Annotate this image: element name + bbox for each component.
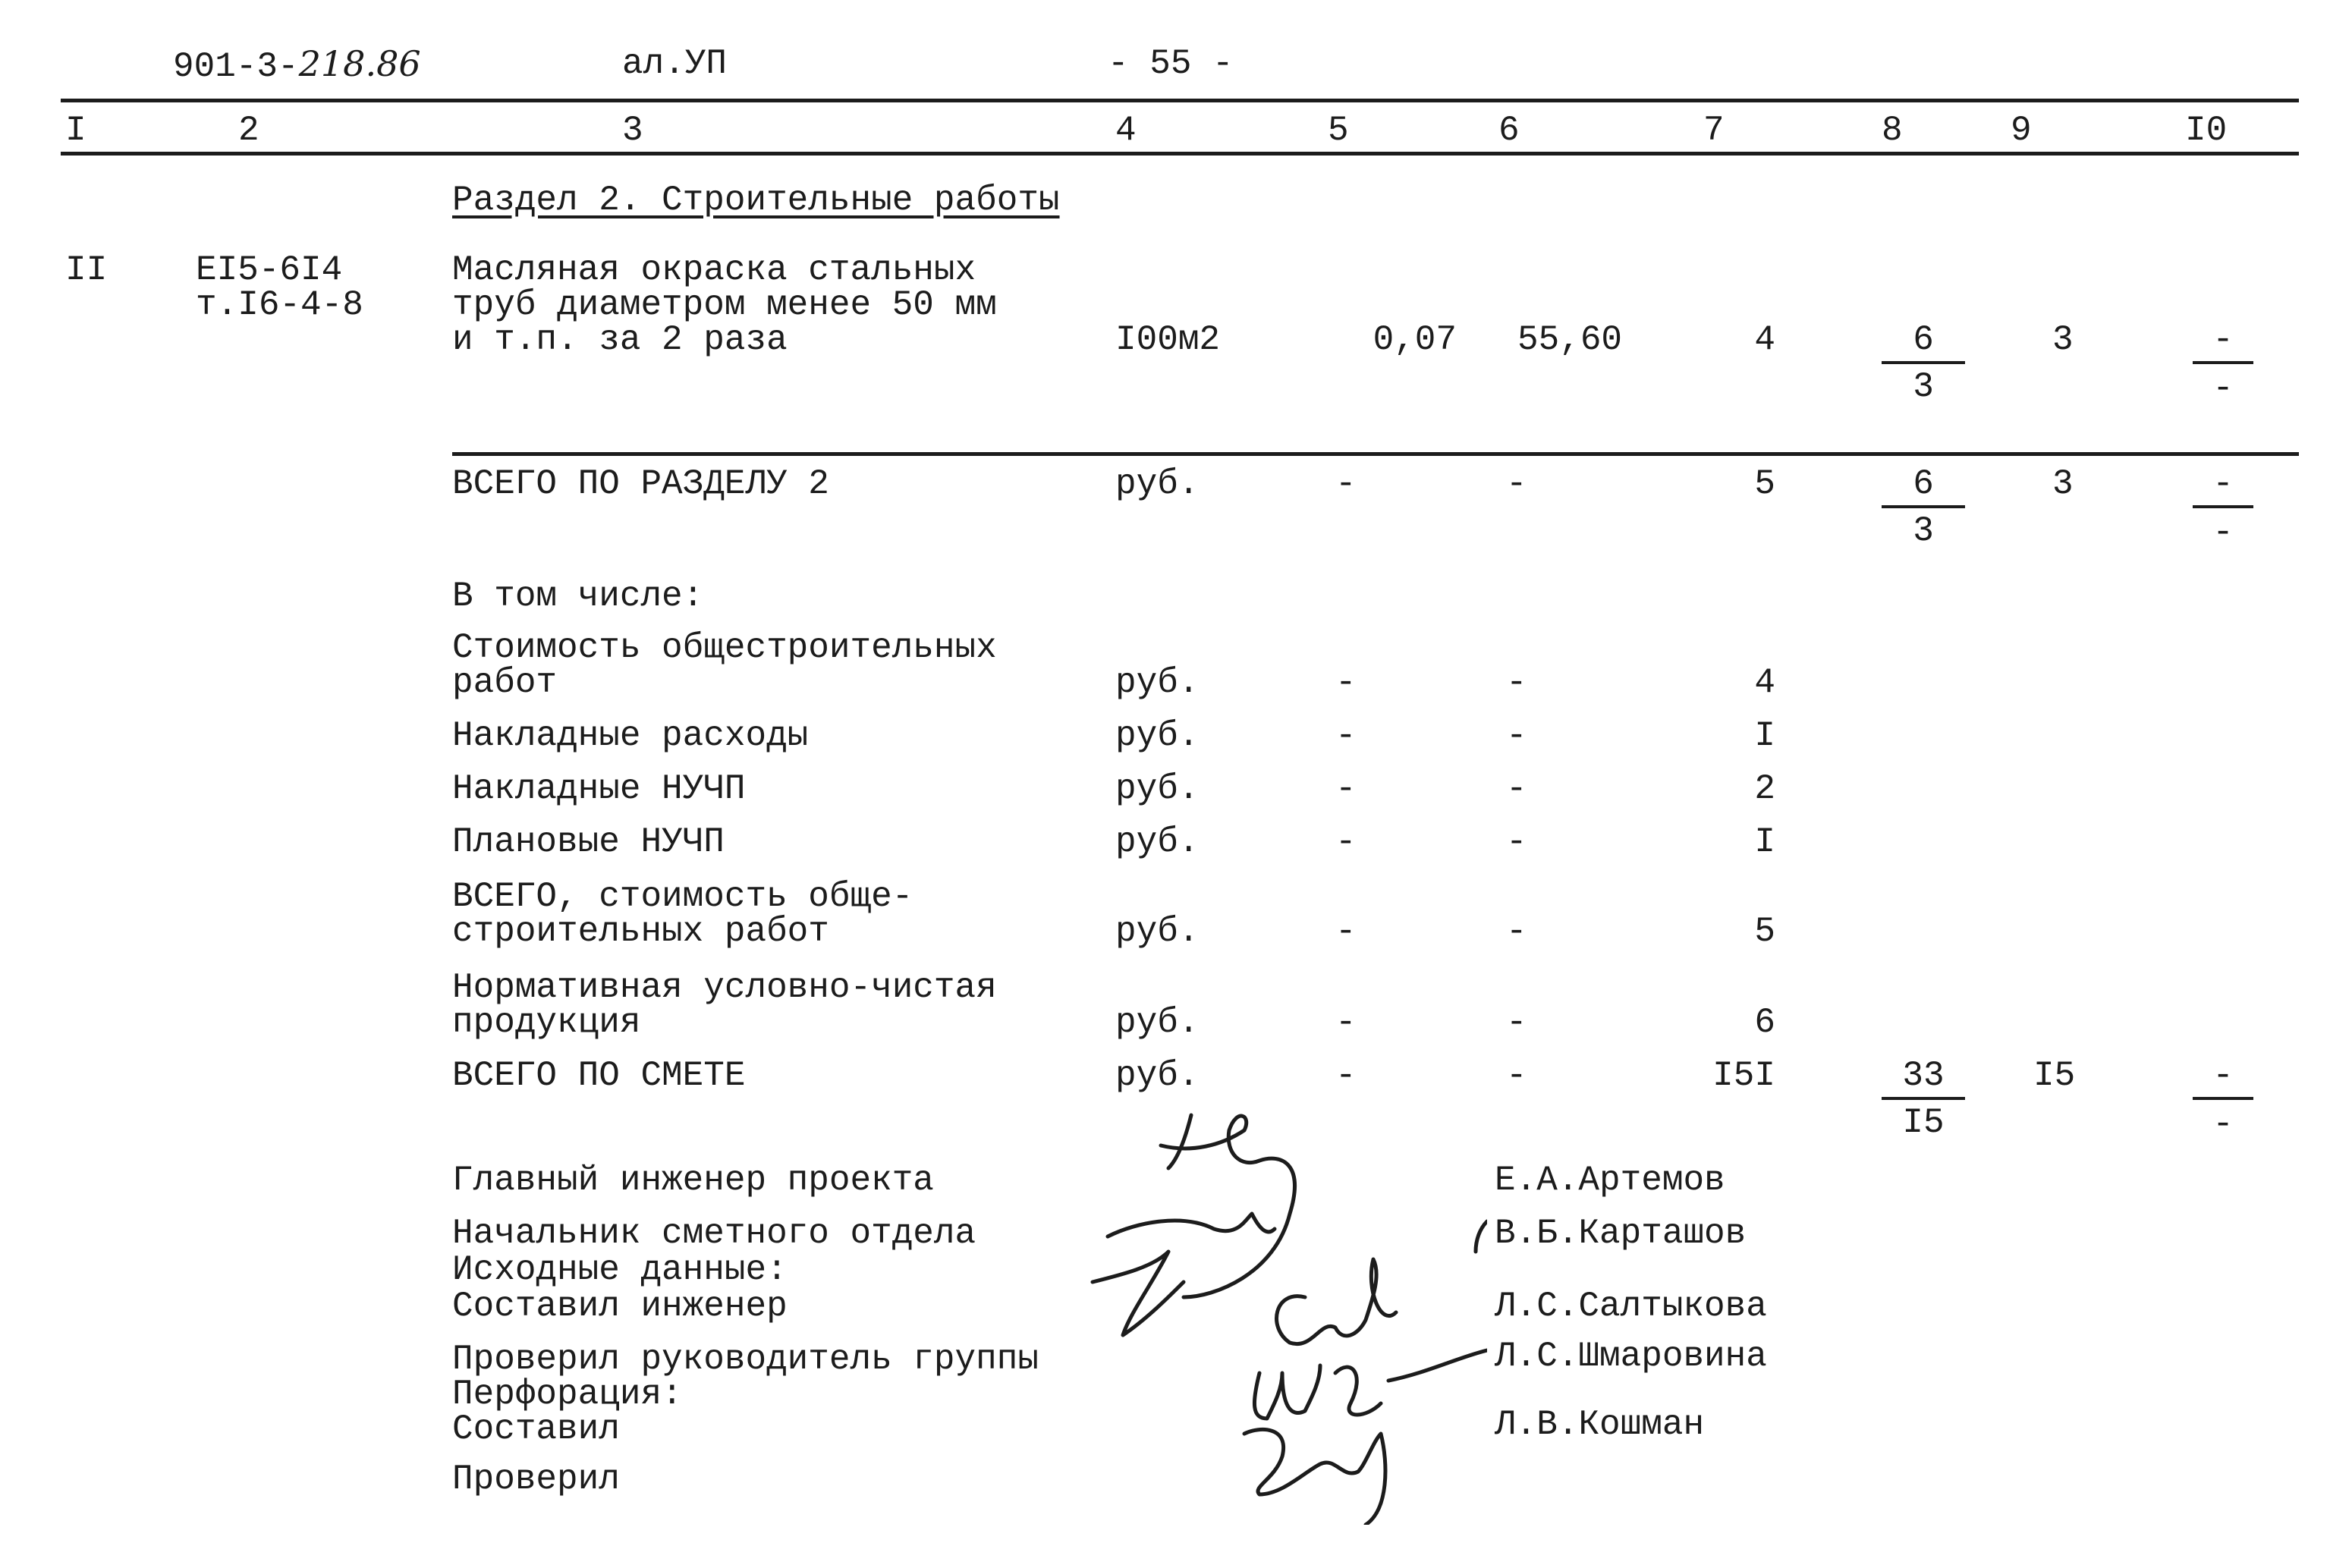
- section-total-label: ВСЕГО ПО РАЗДЕЛУ 2: [452, 464, 829, 504]
- breakdown-col7: 6: [1754, 1003, 1775, 1042]
- item-col7: 4: [1754, 320, 1775, 360]
- col-header-10: I0: [2185, 111, 2228, 150]
- name-kartashov: В.Б.Карташов: [1495, 1214, 1747, 1253]
- fraction-bar: [2193, 505, 2253, 508]
- item-code: EI5-6I4: [196, 250, 343, 290]
- breakdown-unit: руб.: [1115, 912, 1200, 951]
- section-total-col10: [2185, 464, 2261, 552]
- fraction-bar: [2193, 1097, 2253, 1100]
- header-rule-bottom: [61, 152, 2299, 156]
- section-total-col9: 3: [2052, 464, 2074, 504]
- role-head-estimates: Начальник сметного отдела: [452, 1214, 976, 1253]
- breakdown-unit: руб.: [1115, 1003, 1200, 1042]
- name-shmarovina: Л.С.Шмаровина: [1495, 1337, 1767, 1376]
- breakdown-col7: I: [1754, 716, 1775, 756]
- fraction-bar: [1882, 505, 1965, 508]
- signature-saltykova: [1277, 1259, 1396, 1344]
- name-koshman: Л.В.Кошман: [1495, 1405, 1705, 1444]
- signature-shmarovina: [1254, 1350, 1487, 1419]
- breakdown-label-line-2: строительных работ: [452, 912, 829, 951]
- fraction-bar: [1882, 1097, 1965, 1100]
- breakdown-col5: -: [1335, 663, 1357, 702]
- grand-total-col10-bottom: -: [2212, 1105, 2234, 1144]
- breakdown-col5: -: [1335, 912, 1357, 951]
- col-header-8: 8: [1882, 111, 1903, 150]
- role-perforation: Перфорация:: [452, 1375, 683, 1414]
- role-chief-engineer: Главный инженер проекта: [452, 1161, 934, 1200]
- name-saltykova: Л.С.Салтыкова: [1495, 1287, 1767, 1326]
- grand-total-col10-top: -: [2212, 1056, 2234, 1095]
- breakdown-unit: руб.: [1115, 822, 1200, 862]
- section-total-col8-bottom: 3: [1913, 511, 1934, 551]
- including-label: В том числе:: [452, 577, 704, 616]
- breakdown-col7: 2: [1754, 769, 1775, 809]
- col-header-4: 4: [1115, 111, 1137, 150]
- signature-koshman: [1244, 1429, 1385, 1525]
- breakdown-col5: -: [1335, 1003, 1357, 1042]
- col-header-6: 6: [1498, 111, 1520, 150]
- grand-total-col8-top: 33: [1902, 1056, 1945, 1095]
- grand-total-col8-bottom: I5: [1902, 1103, 1945, 1142]
- breakdown-col7: 4: [1754, 663, 1775, 702]
- breakdown-label-line-1: ВСЕГО, стоимость обще-: [452, 877, 913, 916]
- grand-total-col10: [2185, 1056, 2261, 1144]
- item-unit-price: 55,60: [1517, 320, 1623, 360]
- col-header-1: I: [65, 111, 86, 150]
- item-description-line-1: Масляная окраска стальных: [452, 250, 976, 290]
- item-quantity: 0,07: [1373, 320, 1457, 360]
- section-total-col5: -: [1335, 464, 1357, 504]
- breakdown-col7: 5: [1754, 912, 1775, 951]
- breakdown-label-line-1: Стоимость общестроительных: [452, 628, 997, 668]
- col-header-9: 9: [2011, 111, 2032, 150]
- item-code-table: т.I6-4-8: [196, 285, 363, 325]
- section-total-col10-bottom: -: [2212, 513, 2234, 552]
- role-checked: Проверил: [452, 1460, 620, 1499]
- col-header-7: 7: [1703, 111, 1725, 150]
- section-total-col7: 5: [1754, 464, 1775, 504]
- role-compiled: Составил: [452, 1409, 620, 1449]
- role-source-data: Исходные данные:: [452, 1250, 788, 1290]
- col-header-3: 3: [622, 111, 643, 150]
- section-total-col10-top: -: [2212, 464, 2234, 504]
- item-col8-bottom: 3: [1913, 367, 1934, 407]
- grand-total-col6: -: [1506, 1056, 1527, 1095]
- item-col10: [2185, 320, 2261, 408]
- role-checked-group-head: Проверил руководитель группы: [452, 1340, 1039, 1379]
- breakdown-label-line-2: продукция: [452, 1003, 641, 1042]
- role-compiled-engineer: Составил инженер: [452, 1287, 788, 1326]
- breakdown-label-line-1: Накладные НУЧП: [452, 769, 746, 809]
- item-col8-top: 6: [1913, 320, 1934, 360]
- breakdown-col6: -: [1506, 663, 1527, 702]
- breakdown-col6: -: [1506, 822, 1527, 862]
- handwritten-signatures: [1062, 1100, 1487, 1525]
- breakdown-unit: руб.: [1115, 663, 1200, 702]
- item-col8-fraction: [1882, 320, 1965, 407]
- breakdown-col6: -: [1506, 716, 1527, 756]
- doc-code-handwritten: 218.86: [298, 43, 421, 84]
- signature-tick: [1476, 1221, 1487, 1252]
- breakdown-col6: -: [1506, 1003, 1527, 1042]
- breakdown-label-line-1: Плановые НУЧП: [452, 822, 725, 862]
- grand-total-unit: руб.: [1115, 1056, 1200, 1095]
- signature-artemov: [1161, 1115, 1294, 1297]
- breakdown-col6: -: [1506, 769, 1527, 809]
- item-number: II: [65, 250, 108, 290]
- album-label: ал.УП: [622, 44, 728, 83]
- section-total-col8-top: 6: [1913, 464, 1934, 504]
- fraction-bar: [1882, 361, 1965, 364]
- col-header-5: 5: [1328, 111, 1349, 150]
- item-col10-bottom: -: [2212, 369, 2234, 408]
- header-rule-top: [61, 99, 2299, 102]
- fraction-bar: [2193, 361, 2253, 364]
- item-col10-top: -: [2212, 320, 2234, 360]
- breakdown-col5: -: [1335, 822, 1357, 862]
- breakdown-label-line-1: Нормативная условно-чистая: [452, 968, 997, 1007]
- grand-total-col8-fraction: [1882, 1056, 1965, 1142]
- section-title: Раздел 2. Строительные работы: [452, 181, 1060, 220]
- item-description-line-2: труб диаметром менее 50 мм: [452, 285, 997, 325]
- item-col9: 3: [2052, 320, 2074, 360]
- col-header-2: 2: [238, 111, 259, 150]
- item-description-line-3: и т.п. за 2 раза: [452, 320, 788, 360]
- breakdown-unit: руб.: [1115, 716, 1200, 756]
- grand-total-col7: I5I: [1712, 1056, 1775, 1095]
- item-unit: I00м2: [1115, 320, 1221, 360]
- doc-code: 901-3-218.86: [173, 43, 421, 86]
- section-total-unit: руб.: [1115, 464, 1200, 504]
- grand-total-col5: -: [1335, 1056, 1357, 1095]
- grand-total-col9: I5: [2033, 1056, 2076, 1095]
- breakdown-col7: I: [1754, 822, 1775, 862]
- page-number: - 55 -: [1108, 44, 1234, 83]
- section-divider: [452, 452, 2299, 456]
- breakdown-label-line-2: работ: [452, 663, 558, 702]
- breakdown-col5: -: [1335, 769, 1357, 809]
- section-total-col8-fraction: [1882, 464, 1965, 551]
- breakdown-col6: -: [1506, 912, 1527, 951]
- breakdown-label-line-1: Накладные расходы: [452, 716, 809, 756]
- section-total-col6: -: [1506, 464, 1527, 504]
- grand-total-label: ВСЕГО ПО СМЕТЕ: [452, 1056, 746, 1095]
- breakdown-col5: -: [1335, 716, 1357, 756]
- name-artemov: Е.А.Артемов: [1495, 1161, 1725, 1200]
- breakdown-unit: руб.: [1115, 769, 1200, 809]
